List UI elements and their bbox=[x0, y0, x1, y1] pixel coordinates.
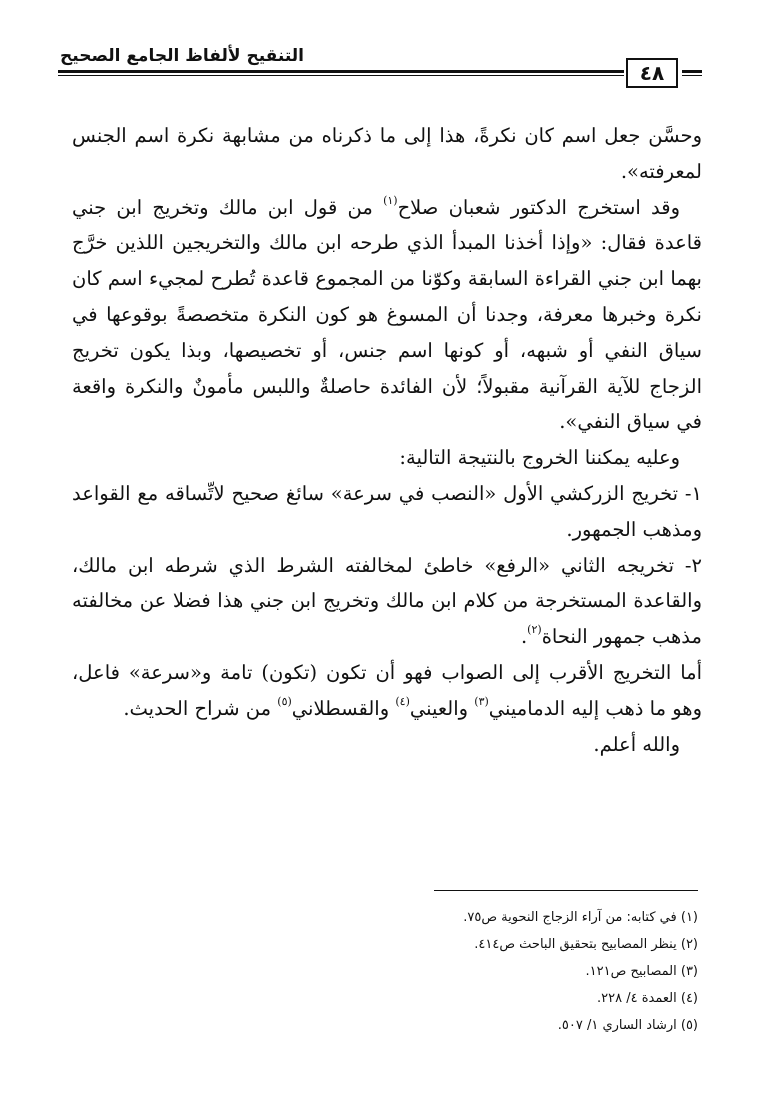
footnote-2: (٢) ينظر المصابيح بتحقيق الباحث ص٤١٤. bbox=[474, 937, 698, 952]
header-rule-thin bbox=[58, 75, 624, 76]
paragraph-7: والله أعلم. bbox=[593, 732, 680, 756]
footnote-3: (٣) المصابيح ص١٢١. bbox=[585, 964, 698, 979]
paragraph-6-text-c: والقسطلاني bbox=[291, 696, 396, 720]
footnote-ref-4: (٤) bbox=[395, 694, 410, 708]
page-number: ٤٨ bbox=[626, 58, 678, 88]
footnote-ref-2: (٢) bbox=[527, 623, 542, 637]
paragraph-2-text-b: من قول ابن مالك وتخريج ابن جني قاعدة فقال: «وإذا أخذنا المبدأ الذي طرحه ابن مالك والتخريجين اللذين خرَّج بهما ابن جني القراءة السابقة وكوّنا من المجموع قاعدة تُطرح لمجيء اسم كان نكرة وخبرها معرفة، وجدنا أن المسوغ هو كون النكرة متخصصةً بوقوعها في سياق النفي أو شبهه، أو كونها اسم جنس، أو تخصيصها، وبذا يكون تخريج الزجاج للآية القرآنية مقبولاً؛ لأن الفائدة حاصلةٌ واللبس مأمونٌ والنكرة واقعة في سياق النفي». bbox=[72, 195, 702, 434]
paragraph-5-text-a: ٢- تخريجه الثاني «الرفع» خاطئ لمخالفته الشرط الذي شرطه ابن مالك، والقاعدة المستخرجة من كلام ابن مالك وتخريج ابن جني هذا فضلا عن مخالفته مذهب جمهور النحاة bbox=[72, 553, 702, 649]
paragraph-1: وحسَّن جعل اسم كان نكرةً، هذا إلى ما ذكرناه من مشابهة نكرة اسم الجنس لمعرفته». bbox=[72, 124, 702, 183]
paragraph-6 bbox=[72, 655, 702, 727]
footnote-1: (١) في كتابه: من آراء الزجاج النحوية ص٧٥. bbox=[463, 910, 698, 925]
footnote-separator bbox=[434, 890, 698, 891]
footnote-4: (٤) العمدة ٤/ ٢٢٨. bbox=[597, 991, 698, 1006]
header-dash-thin bbox=[682, 75, 702, 76]
footnote-ref-3: (٣) bbox=[474, 694, 489, 708]
main-text bbox=[72, 118, 702, 762]
header-dash bbox=[682, 70, 702, 73]
footnote-ref-1: (١) bbox=[383, 193, 398, 207]
running-header-title: التنقيح لألفاظ الجامع الصحيح bbox=[60, 46, 304, 66]
footnote-ref-5: (٥) bbox=[277, 694, 292, 708]
paragraph-6-text-d: من شراح الحديث. bbox=[123, 696, 278, 720]
paragraph-2 bbox=[72, 190, 702, 441]
paragraph-6-text-b: والعيني bbox=[409, 696, 475, 720]
paragraph-6-text-a: أما التخريج الأقرب إلى الصواب فهو أن تكون (تكون) تامة و«سرعة» فاعل، وهو ما ذهب إليه الدماميني bbox=[72, 660, 702, 720]
paragraph-5-text-b: . bbox=[520, 625, 528, 649]
paragraph-2-text-a: وقد استخرج الدكتور شعبان صلاح bbox=[397, 195, 680, 219]
header-rule bbox=[58, 70, 624, 73]
paragraph-3: وعليه يمكننا الخروج بالنتيجة التالية: bbox=[399, 446, 680, 470]
footnotes bbox=[300, 904, 698, 1039]
paragraph-5 bbox=[72, 548, 702, 655]
footnote-5: (٥) ارشاد الساري ١/ ٥٠٧. bbox=[557, 1018, 698, 1033]
paragraph-4: ١- تخريج الزركشي الأول «النصب في سرعة» سائغ صحيح لاتِّساقه مع القواعد ومذهب الجمهور. bbox=[72, 481, 702, 541]
